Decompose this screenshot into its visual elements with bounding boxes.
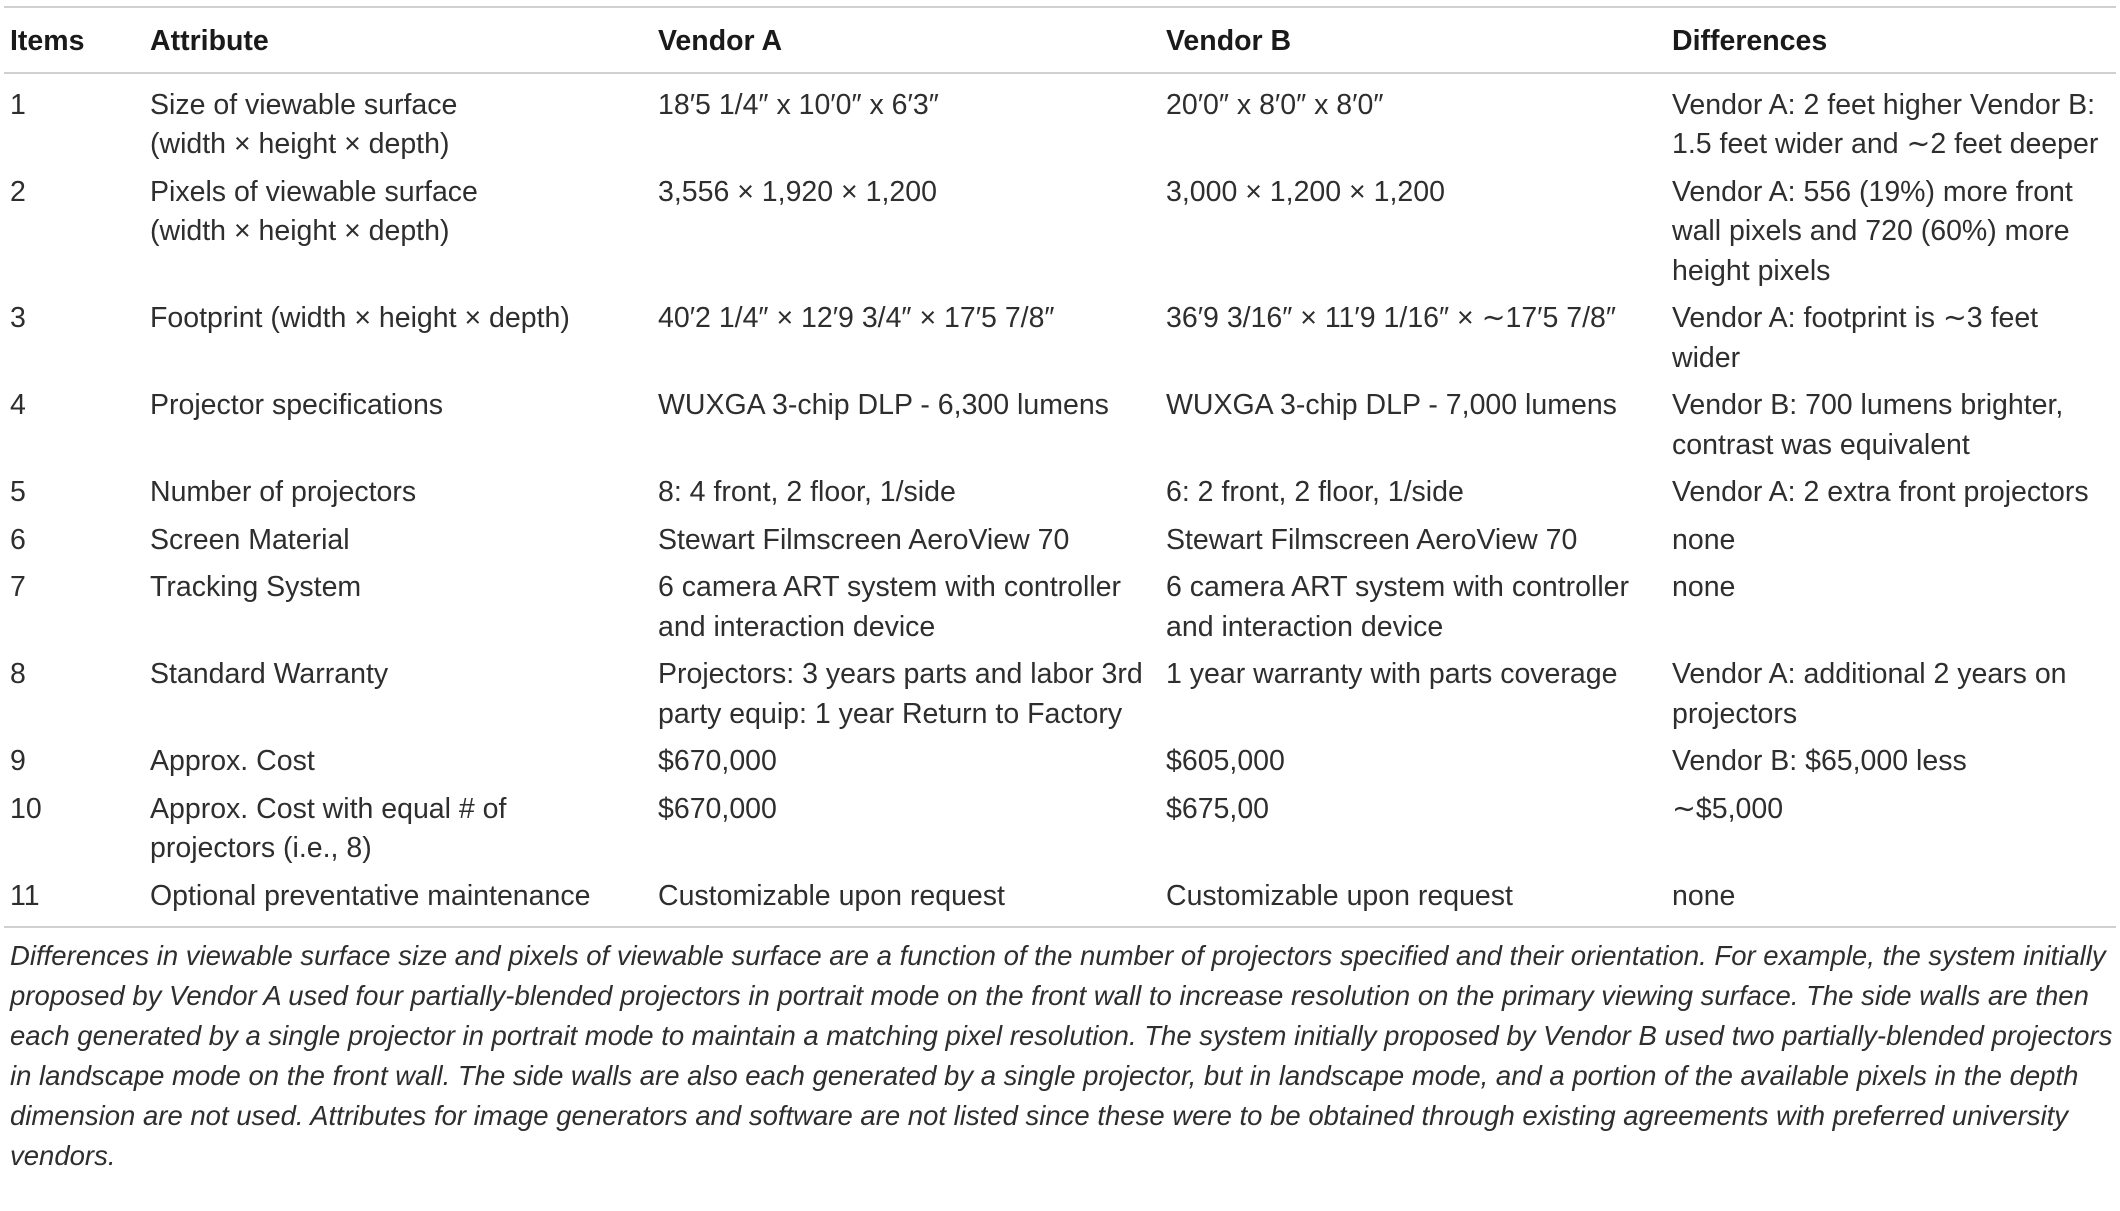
cell-differences: Vendor A: additional 2 years on projectors bbox=[1672, 658, 2067, 730]
header-vendor-b: Vendor B bbox=[1160, 7, 1666, 73]
attribute-line: Approx. Cost with equal # of bbox=[150, 792, 507, 825]
cell-vendor-a: Projectors: 3 years parts and labor 3rd party equip: 1 year Return to Factory bbox=[658, 658, 1143, 730]
cell-item: 4 bbox=[10, 389, 26, 421]
cell-vendor-a: 3,556 × 1,920 × 1,200 bbox=[658, 175, 937, 208]
cell-attribute bbox=[144, 872, 652, 928]
cell-vendor-b: 36′9 3/16″ × 11′9 1/16″ × ∼17′5 7/8″ bbox=[1166, 302, 1616, 334]
attribute-line: Pixels of viewable surface bbox=[150, 175, 478, 208]
attribute-line: (width × height × depth) bbox=[150, 215, 450, 247]
cell-differences: Vendor B: $65,000 less bbox=[1672, 745, 1967, 777]
attribute-line: (width × height × depth) bbox=[150, 128, 450, 160]
cell-attribute bbox=[144, 650, 652, 737]
cell-vendor-b: 6: 2 front, 2 floor, 1/side bbox=[1166, 476, 1464, 508]
table-row bbox=[4, 468, 2116, 516]
cell-attribute bbox=[144, 294, 652, 381]
cell-vendor-b: 6 camera ART system with controller and interaction device bbox=[1166, 571, 1630, 643]
cell-vendor-b: 1 year warranty with parts coverage bbox=[1166, 658, 1618, 690]
cell-differences: Vendor A: 2 feet higher Vendor B: 1.5 feet wider and ∼2 feet deeper bbox=[1672, 88, 2099, 160]
cell-item: 3 bbox=[10, 302, 26, 334]
table-header bbox=[4, 7, 2116, 73]
cell-item: 6 bbox=[10, 523, 26, 556]
cell-vendor-b: Customizable upon request bbox=[1160, 872, 1666, 928]
cell-vendor-b: WUXGA 3-chip DLP - 7,000 lumens bbox=[1166, 389, 1617, 421]
cell-item: 10 bbox=[10, 792, 42, 825]
document bbox=[4, 0, 2116, 1176]
cell-vendor-a: 18′5 1/4″ x 10′0″ x 6′3″ bbox=[658, 88, 939, 121]
cell-vendor-b: $675,00 bbox=[1166, 792, 1270, 825]
cell-vendor-a: $670,000 bbox=[658, 745, 777, 777]
attribute-line: Approx. Cost bbox=[150, 745, 315, 777]
table-row bbox=[4, 785, 2116, 872]
cell-vendor-b: $605,000 bbox=[1166, 745, 1285, 777]
table-row bbox=[4, 563, 2116, 650]
cell-attribute bbox=[144, 468, 652, 516]
table-row bbox=[4, 168, 2116, 295]
cell-vendor-a: Customizable upon request bbox=[652, 872, 1160, 928]
cell-vendor-a: Stewart Filmscreen AeroView 70 bbox=[658, 523, 1070, 556]
cell-vendor-a: 6 camera ART system with controller and interaction device bbox=[658, 571, 1122, 643]
header-attribute: Attribute bbox=[144, 7, 652, 73]
cell-item: 11 bbox=[4, 872, 144, 928]
cell-item: 5 bbox=[10, 476, 26, 508]
table-row bbox=[4, 294, 2116, 381]
attribute-line: Size of viewable surface bbox=[150, 88, 458, 121]
cell-differences: none bbox=[1672, 571, 1736, 603]
attribute-line: Screen Material bbox=[150, 523, 350, 556]
cell-attribute bbox=[144, 73, 652, 168]
cell-differences: Vendor A: 556 (19%) more front wall pixels and 720 (60%) more height pixels bbox=[1672, 175, 2073, 287]
cell-attribute bbox=[144, 737, 652, 785]
cell-attribute bbox=[144, 563, 652, 650]
cell-differences: none bbox=[1666, 872, 2116, 928]
cell-item: 2 bbox=[10, 175, 26, 208]
cell-vendor-a: WUXGA 3-chip DLP - 6,300 lumens bbox=[658, 389, 1109, 421]
cell-item: 8 bbox=[10, 658, 26, 690]
table-row bbox=[4, 516, 2116, 564]
cell-attribute bbox=[144, 168, 652, 295]
table-body bbox=[4, 73, 2116, 928]
cell-attribute bbox=[144, 381, 652, 468]
attribute-line: Footprint (width × height × depth) bbox=[150, 302, 570, 334]
cell-vendor-b: Stewart Filmscreen AeroView 70 bbox=[1166, 523, 1578, 556]
attribute-line: Tracking System bbox=[150, 571, 362, 603]
comparison-table bbox=[4, 6, 2116, 928]
cell-differences: none bbox=[1672, 523, 1736, 556]
cell-attribute bbox=[144, 516, 652, 564]
table-row bbox=[4, 650, 2116, 737]
table-row bbox=[4, 381, 2116, 468]
cell-attribute bbox=[144, 785, 652, 872]
cell-vendor-b: 3,000 × 1,200 × 1,200 bbox=[1166, 175, 1445, 208]
header-row bbox=[4, 7, 2116, 73]
attribute-line: Standard Warranty bbox=[150, 658, 389, 690]
table-footnote: Differences in viewable surface size and pixels of viewable surface are a function of the number of projectors specified and their orientation. For example, the system initially proposed by Vendor A used four partially-blended projectors in portrait mode on the front wall to increase resolution on the primary viewing surface. The side walls are then each generated by a single projector in portrait mode to maintain a matching pixel resolution. The system initially proposed by Vendor B used two partially-blended projectors in landscape mode on the front wall. The side walls are also each generated by a single projector, but in landscape mode, and a portion of the available pixels in the depth dimension are not used. Attributes for image generators and software are not listed since these were to be obtained through existing agreements with preferred university vendors. bbox=[10, 940, 2113, 1171]
table-row bbox=[4, 73, 2116, 168]
cell-differences: Vendor B: 700 lumens brighter, contrast was equivalent bbox=[1672, 389, 2064, 461]
cell-differences: Vendor A: 2 extra front projectors bbox=[1672, 476, 2089, 508]
attribute-line: Number of projectors bbox=[150, 476, 417, 508]
attribute-line: Projector specifications bbox=[150, 389, 444, 421]
cell-vendor-a: 40′2 1/4″ × 12′9 3/4″ × 17′5 7/8″ bbox=[658, 302, 1055, 334]
cell-differences: ∼$5,000 bbox=[1672, 792, 1784, 825]
cell-item: 1 bbox=[10, 88, 26, 121]
cell-vendor-a: $670,000 bbox=[658, 792, 777, 825]
attribute-line: projectors (i.e., 8) bbox=[150, 832, 372, 864]
cell-vendor-b: 20′0″ x 8′0″ x 8′0″ bbox=[1166, 88, 1384, 121]
header-items: Items bbox=[4, 7, 144, 73]
cell-item: 9 bbox=[10, 745, 26, 777]
table-row bbox=[4, 872, 2116, 928]
cell-differences: Vendor A: footprint is ∼3 feet wider bbox=[1672, 302, 2039, 374]
attribute-line: Optional preventative maintenance bbox=[150, 879, 591, 912]
cell-item: 7 bbox=[10, 571, 26, 603]
table-row bbox=[4, 737, 2116, 785]
header-differences: Differences bbox=[1666, 7, 2116, 73]
cell-vendor-a: 8: 4 front, 2 floor, 1/side bbox=[658, 476, 956, 508]
header-vendor-a: Vendor A bbox=[652, 7, 1160, 73]
